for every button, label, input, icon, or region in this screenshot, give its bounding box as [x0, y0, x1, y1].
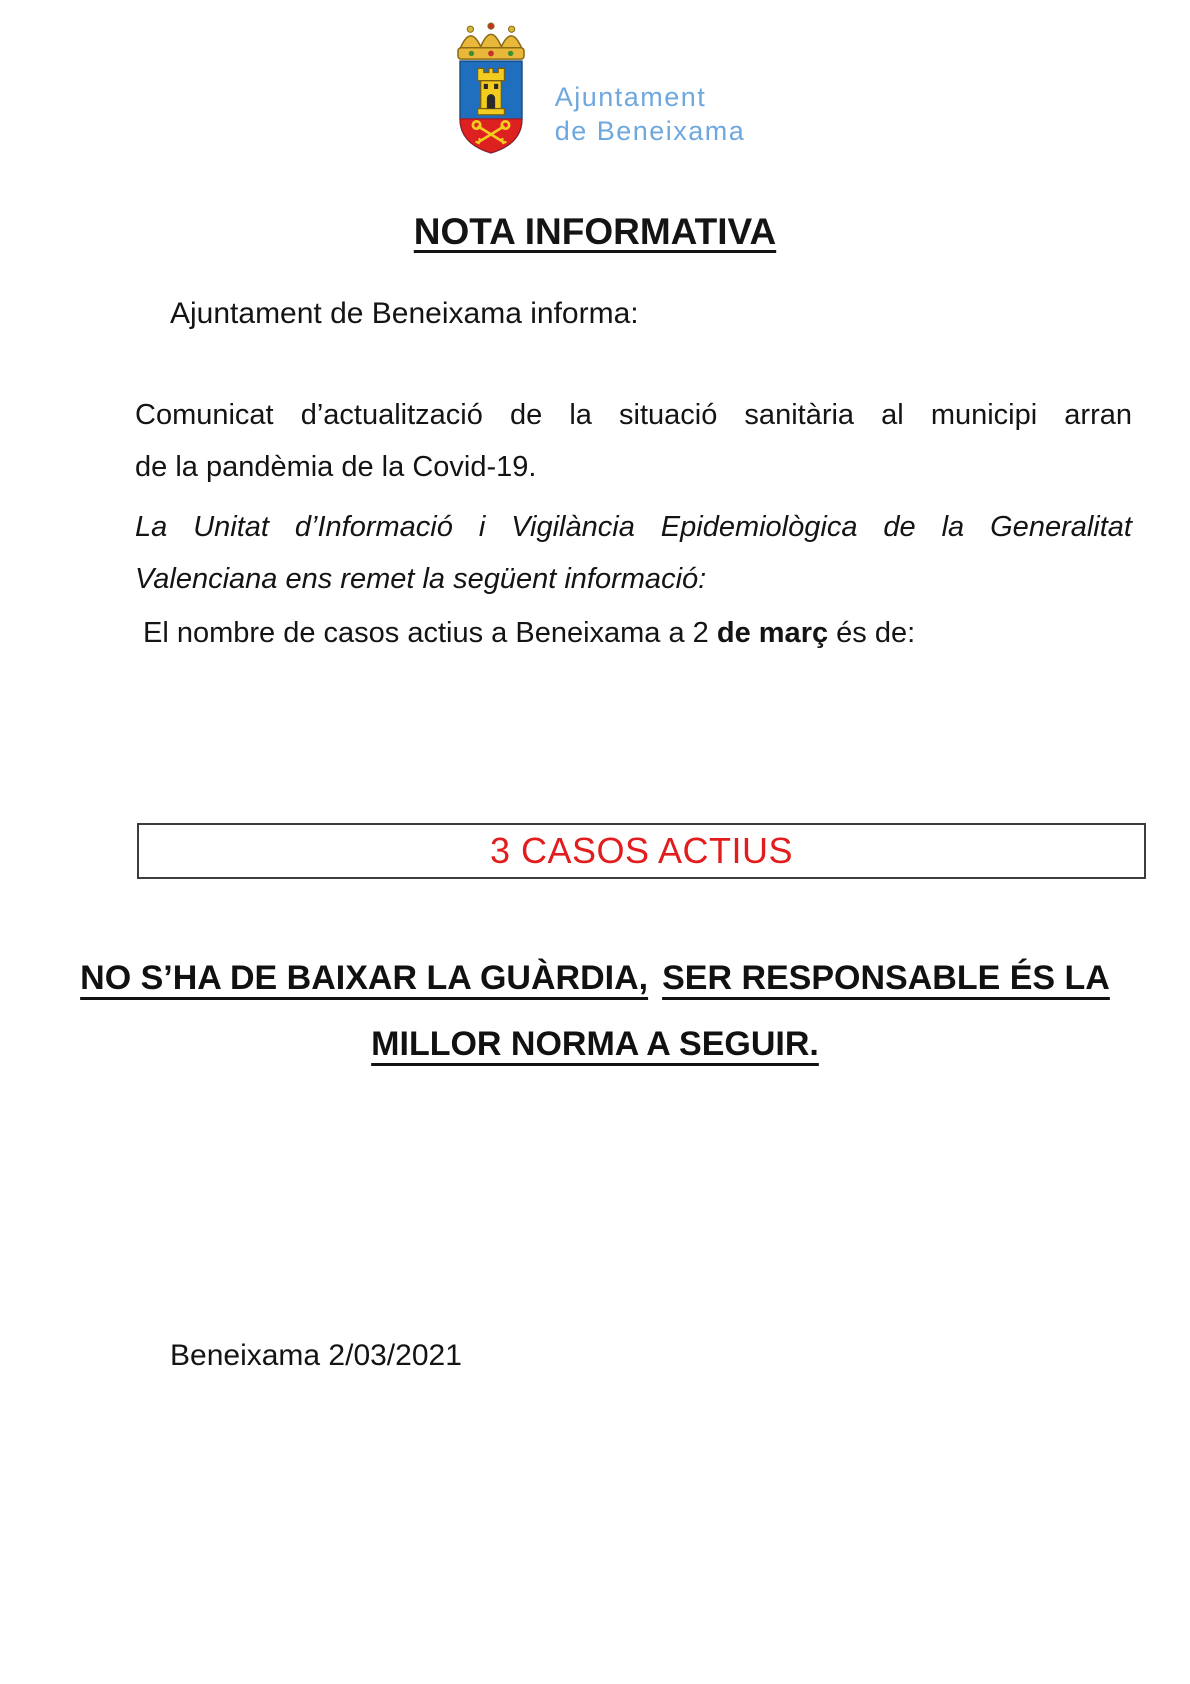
castle-icon — [477, 68, 504, 114]
warning-line1 — [0, 945, 1190, 1011]
shield-icon — [460, 61, 522, 153]
page-title: NOTA INFORMATIVA — [413, 211, 777, 252]
paragraph-communicat — [135, 389, 1132, 493]
crown-icon — [458, 23, 524, 59]
warning-line1-part2: SER RESPONSABLE ÉS LA — [662, 959, 1110, 997]
paragraph-text: El nombre de casos actius a Beneixama a 2 — [143, 617, 717, 649]
header — [0, 0, 1190, 161]
paragraph-text-bold: de març — [716, 617, 829, 649]
paragraph-line: La Unitat d’Informació i Vigilància Epidemiològica de la Generalitat — [135, 511, 1132, 543]
paragraph-line: Comunicat d’actualització de la situació sanitària al municipi arran — [135, 399, 1132, 431]
org-name — [555, 80, 746, 148]
active-cases-text: 3 CASOS ACTIUS — [489, 830, 794, 871]
coat-of-arms-icon — [445, 22, 537, 156]
paragraph-line: de la pandèmia de la Covid-19. — [135, 451, 537, 483]
intro-line: Ajuntament de Beneixama informa: — [170, 297, 639, 330]
paragraph-line: Valenciana ens remet la següent informació: — [135, 563, 707, 595]
paragraph-unitat — [135, 501, 1132, 605]
active-cases-box — [137, 823, 1146, 879]
org-name-line1: Ajuntament — [554, 82, 707, 112]
coat-of-arms-logo — [445, 22, 537, 161]
body-text — [135, 389, 1132, 659]
paragraph-cases — [135, 607, 1132, 659]
warning-line1-part1: NO S’HA DE BAIXAR LA GUÀRDIA, — [80, 959, 649, 997]
org-name-line2: de Beneixama — [554, 116, 746, 146]
paragraph-text: és de: — [828, 617, 916, 649]
date-line: Beneixama 2/03/2021 — [170, 1339, 462, 1372]
warning-line2: MILLOR NORMA A SEGUIR. — [371, 1025, 819, 1063]
warning-heading — [0, 945, 1190, 1077]
